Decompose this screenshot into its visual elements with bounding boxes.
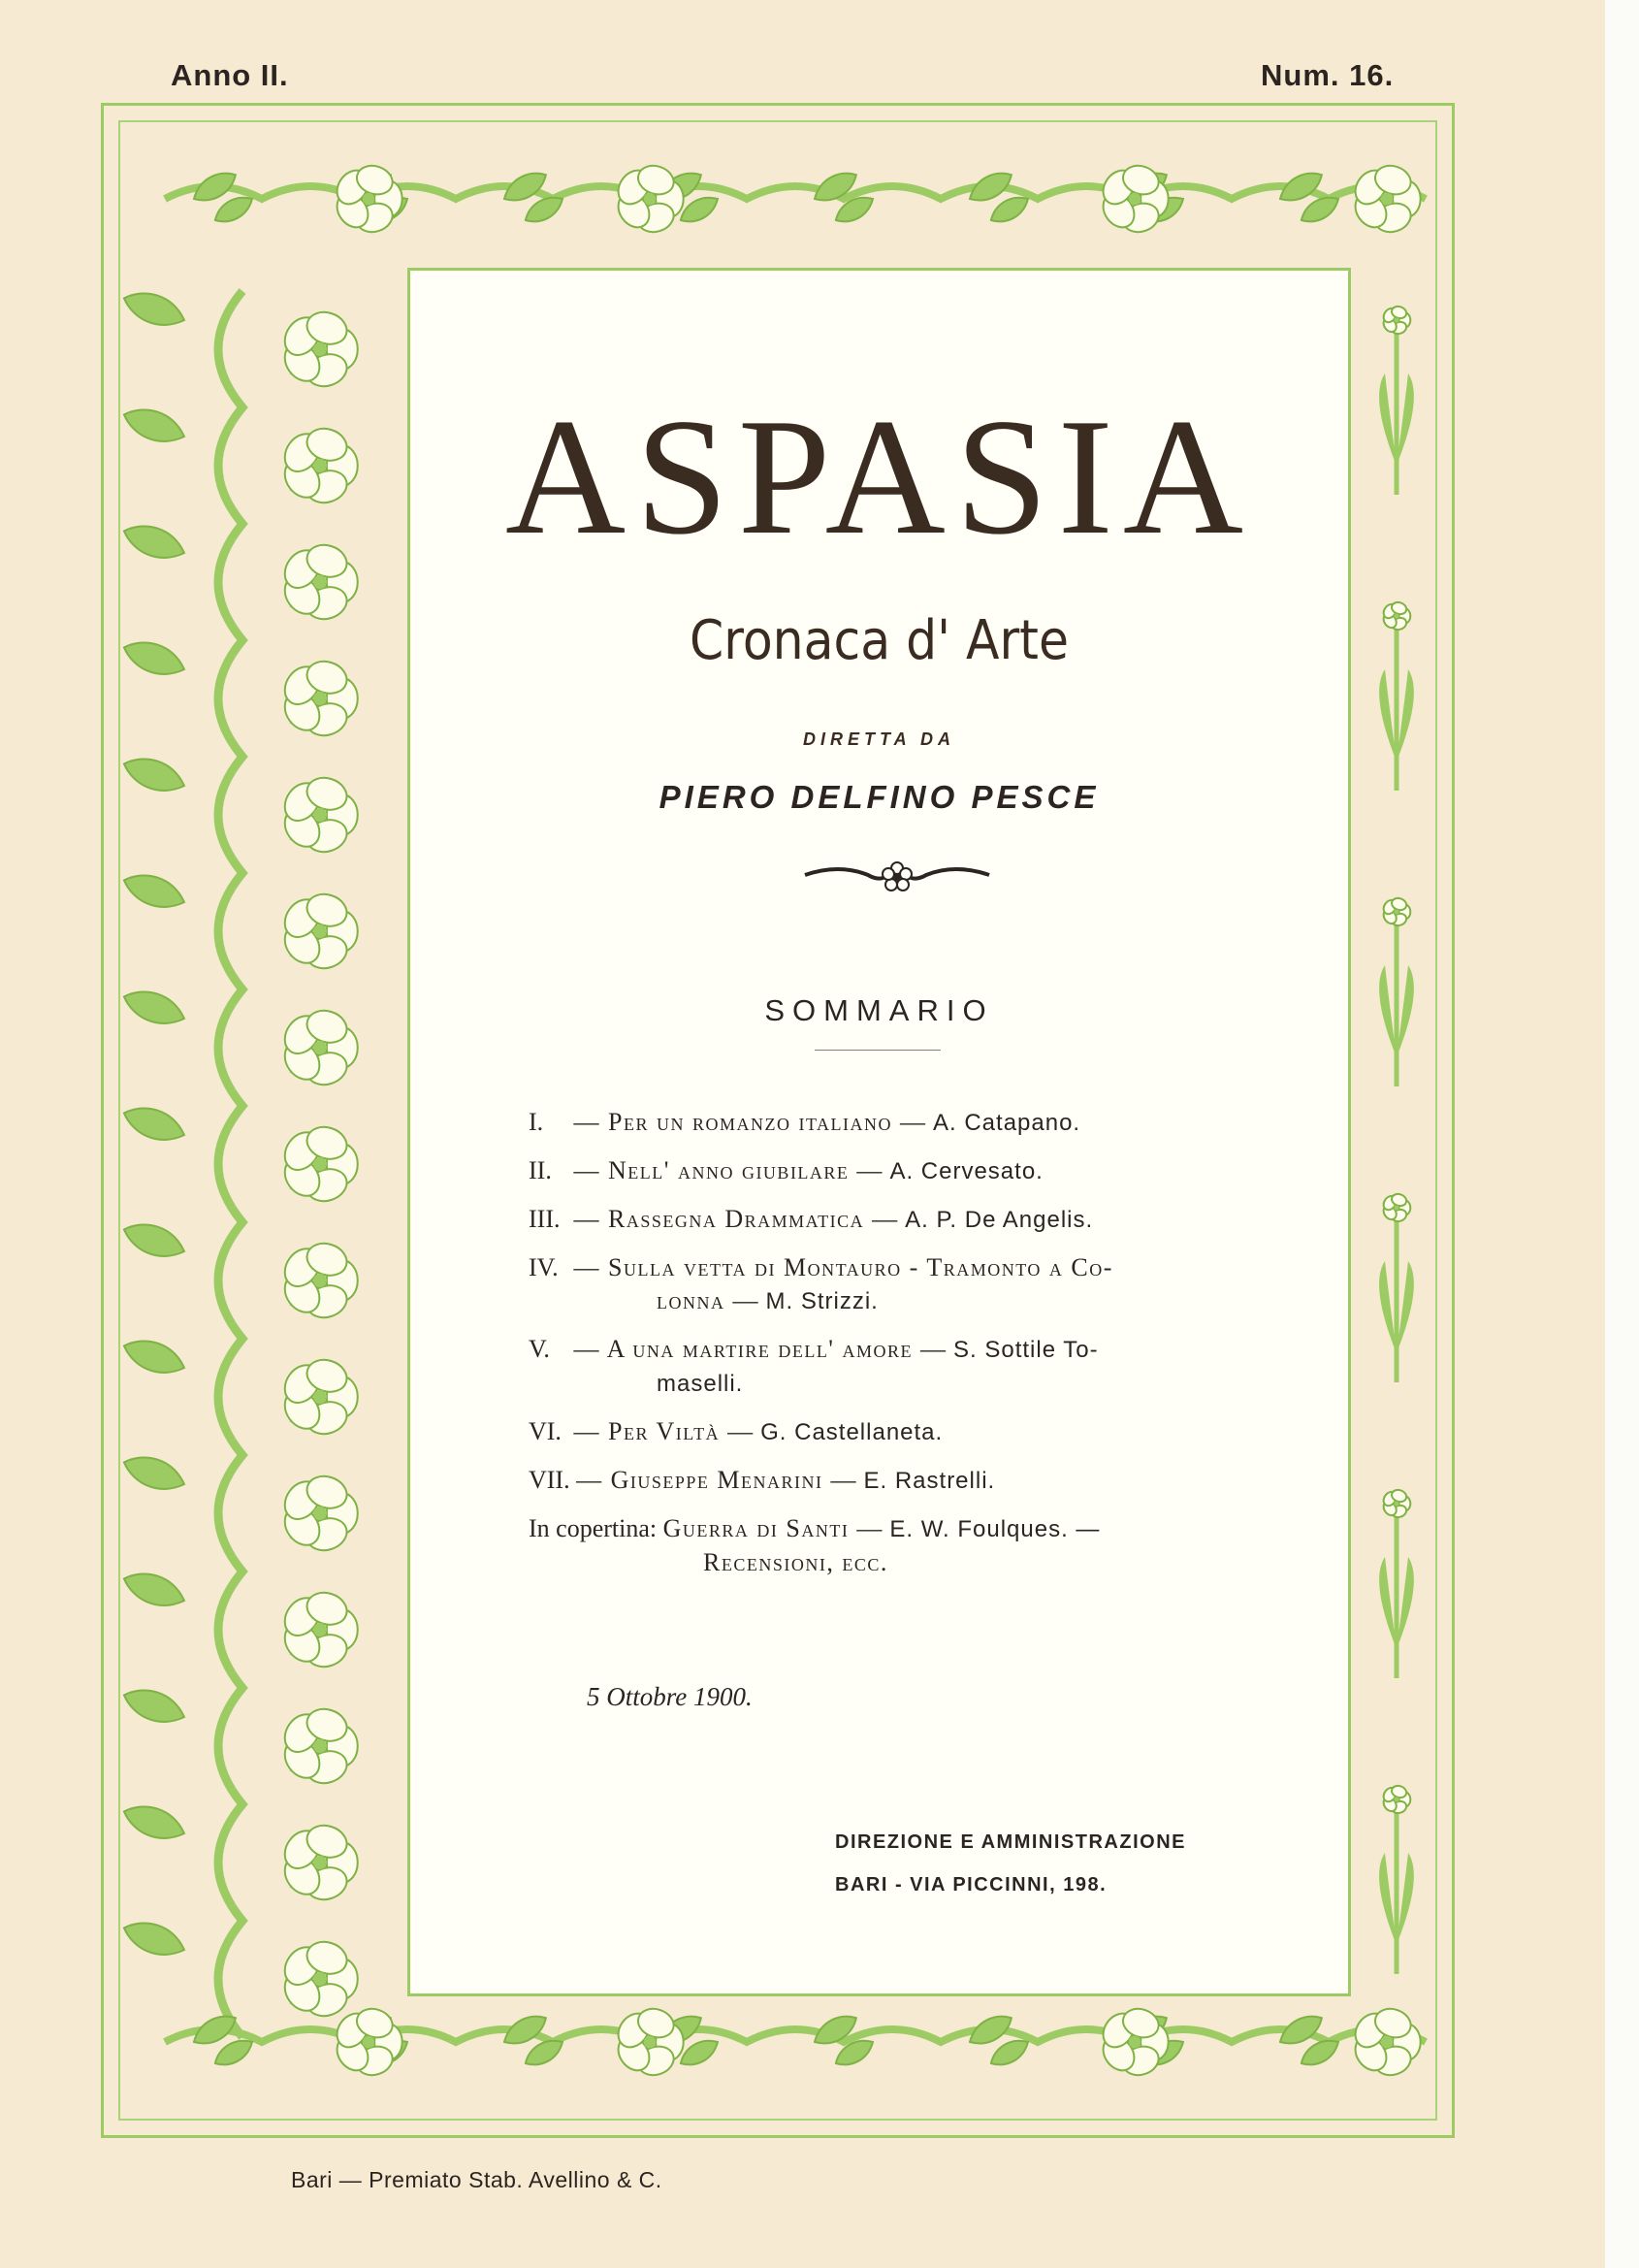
list-item: IV. — Sulla vetta di Montauro - Tramonto a Co- lonna — M. Strizzi. xyxy=(529,1253,1113,1314)
magazine-subtitle: Cronaca d' Arte xyxy=(690,609,1069,672)
list-item: In copertina: Guerra di Santi — E. W. Foulques. — Recensioni, ecc. xyxy=(529,1514,1101,1576)
editor-name: PIERO DELFINO PESCE xyxy=(659,779,1100,815)
direction-address: BARI - VIA PICCINNI, 198. xyxy=(835,1874,1108,1895)
direction-label: DIREZIONE E AMMINISTRAZIONE xyxy=(835,1831,1186,1853)
flourish-ornament xyxy=(800,854,994,902)
printer-imprint: Bari — Premiato Stab. Avellino & C. xyxy=(291,2167,662,2192)
volume-label: Anno II. xyxy=(171,58,289,92)
list-item: II. — Nell' anno giubilare — A. Cervesato. xyxy=(529,1156,1044,1184)
contents-rule xyxy=(815,1050,941,1051)
contents-heading: SOMMARIO xyxy=(764,993,994,1027)
magazine-title: ASPASIA xyxy=(504,385,1254,569)
list-item: I. — Per un romanzo italiano — A. Catapano. xyxy=(529,1108,1081,1136)
list-item: V. — A una martire dell' amore — S. Sottile To- maselli. xyxy=(529,1335,1099,1397)
contents-list xyxy=(529,1106,1227,1594)
issue-number: Num. 16. xyxy=(1261,58,1395,92)
list-item: III. — Rassegna Drammatica — A. P. De Angelis. xyxy=(529,1205,1094,1233)
list-item: VII. — Giuseppe Menarini — E. Rastrelli. xyxy=(529,1466,996,1494)
list-item: VI. — Per Viltà — G. Castellaneta. xyxy=(529,1417,944,1445)
directed-by-label: DIRETTA DA xyxy=(803,729,955,749)
issue-date: 5 Ottobre 1900. xyxy=(587,1682,753,1711)
